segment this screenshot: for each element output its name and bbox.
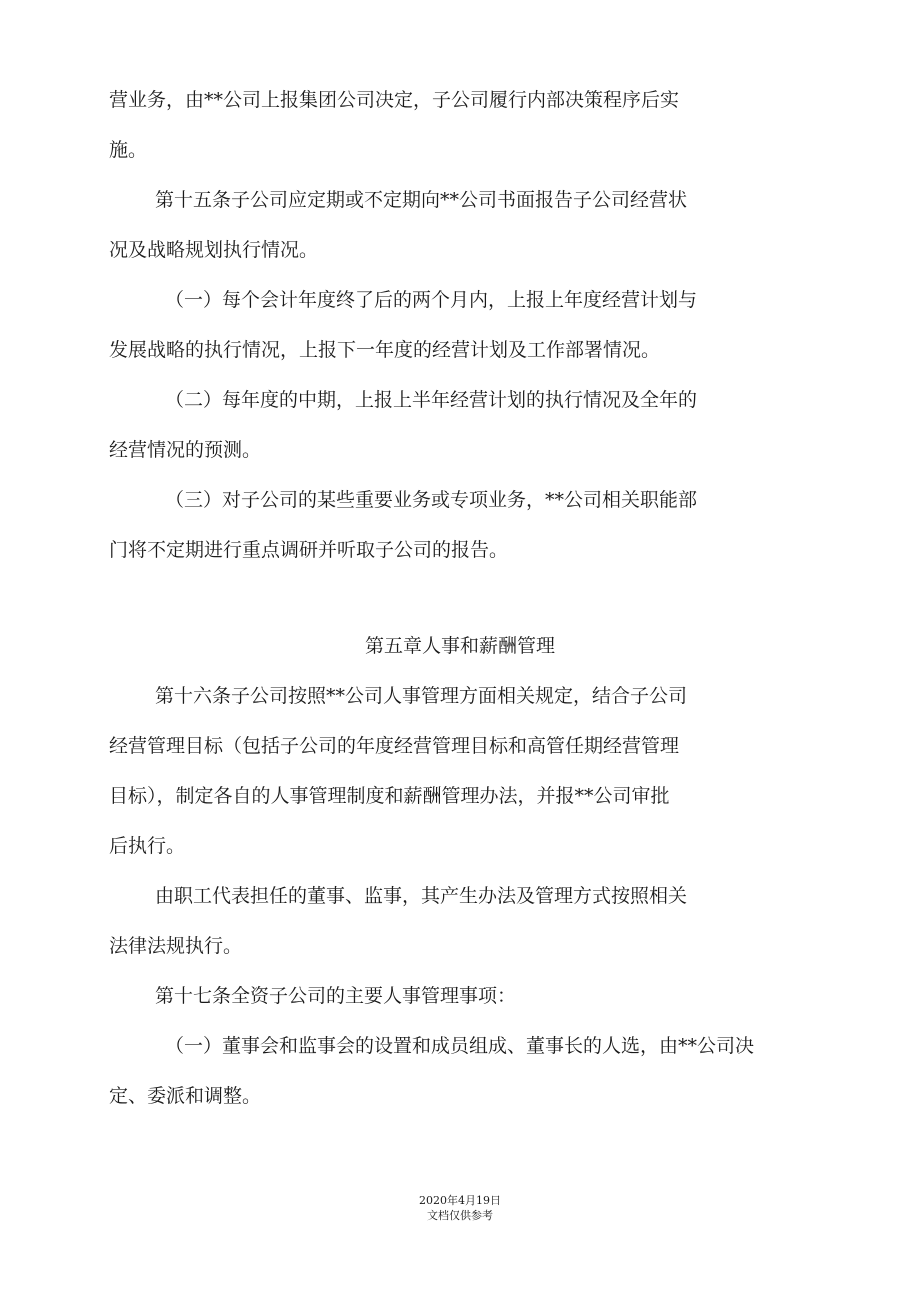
paragraph-line: 经营情况的预测。 <box>109 439 262 461</box>
item-2-line: （二）每年度的中期，上报上半年经营计划的执行情况及全年的 <box>165 389 698 411</box>
footer-note: 文档仅供参考 <box>427 1209 493 1222</box>
item-1-line: （一）每个会计年度终了后的两个月内，上报上年度经营计划与 <box>165 289 698 311</box>
paragraph-line: 况及战略规划执行情况。 <box>109 239 319 261</box>
paragraph-line: 后执行。 <box>109 835 186 857</box>
article-17-line: 第十七条全资子公司的主要人事管理事项： <box>155 985 517 1007</box>
article-16-line: 第十六条子公司按照**公司人事管理方面相关规定，结合子公司 <box>155 685 688 707</box>
item-3-line: （三）对子公司的某些重要业务或专项业务，**公司相关职能部 <box>165 489 698 511</box>
paragraph-line: 法律法规执行。 <box>109 935 243 957</box>
paragraph-line: 由职工代表担任的董事、监事，其产生办法及管理方式按照相关 <box>155 885 688 907</box>
paragraph-line: 目标），制定各自的人事管理制度和薪酬管理办法，并报**公司审批 <box>109 785 670 807</box>
paragraph-line: 经营管理目标（包括子公司的年度经营管理目标和高管任期经营管理 <box>109 735 680 757</box>
paragraph-line: 营业务，由**公司上报集团公司决定，子公司履行内部决策程序后实 <box>109 89 680 111</box>
item-1-line: （一）董事会和监事会的设置和成员组成、董事长的人选，由**公司决 <box>165 1035 755 1057</box>
paragraph-line: 门将不定期进行重点调研并听取子公司的报告。 <box>109 539 509 561</box>
paragraph-line: 发展战略的执行情况，上报下一年度的经营计划及工作部署情况。 <box>109 339 661 361</box>
footer-date: 2020年4月19日 <box>419 1194 501 1207</box>
chapter-heading: 第五章人事和薪酬管理 <box>364 635 555 657</box>
paragraph-line: 施。 <box>109 139 148 161</box>
paragraph-line: 定、委派和调整。 <box>109 1085 262 1107</box>
article-15-line: 第十五条子公司应定期或不定期向**公司书面报告子公司经营状 <box>155 189 688 211</box>
